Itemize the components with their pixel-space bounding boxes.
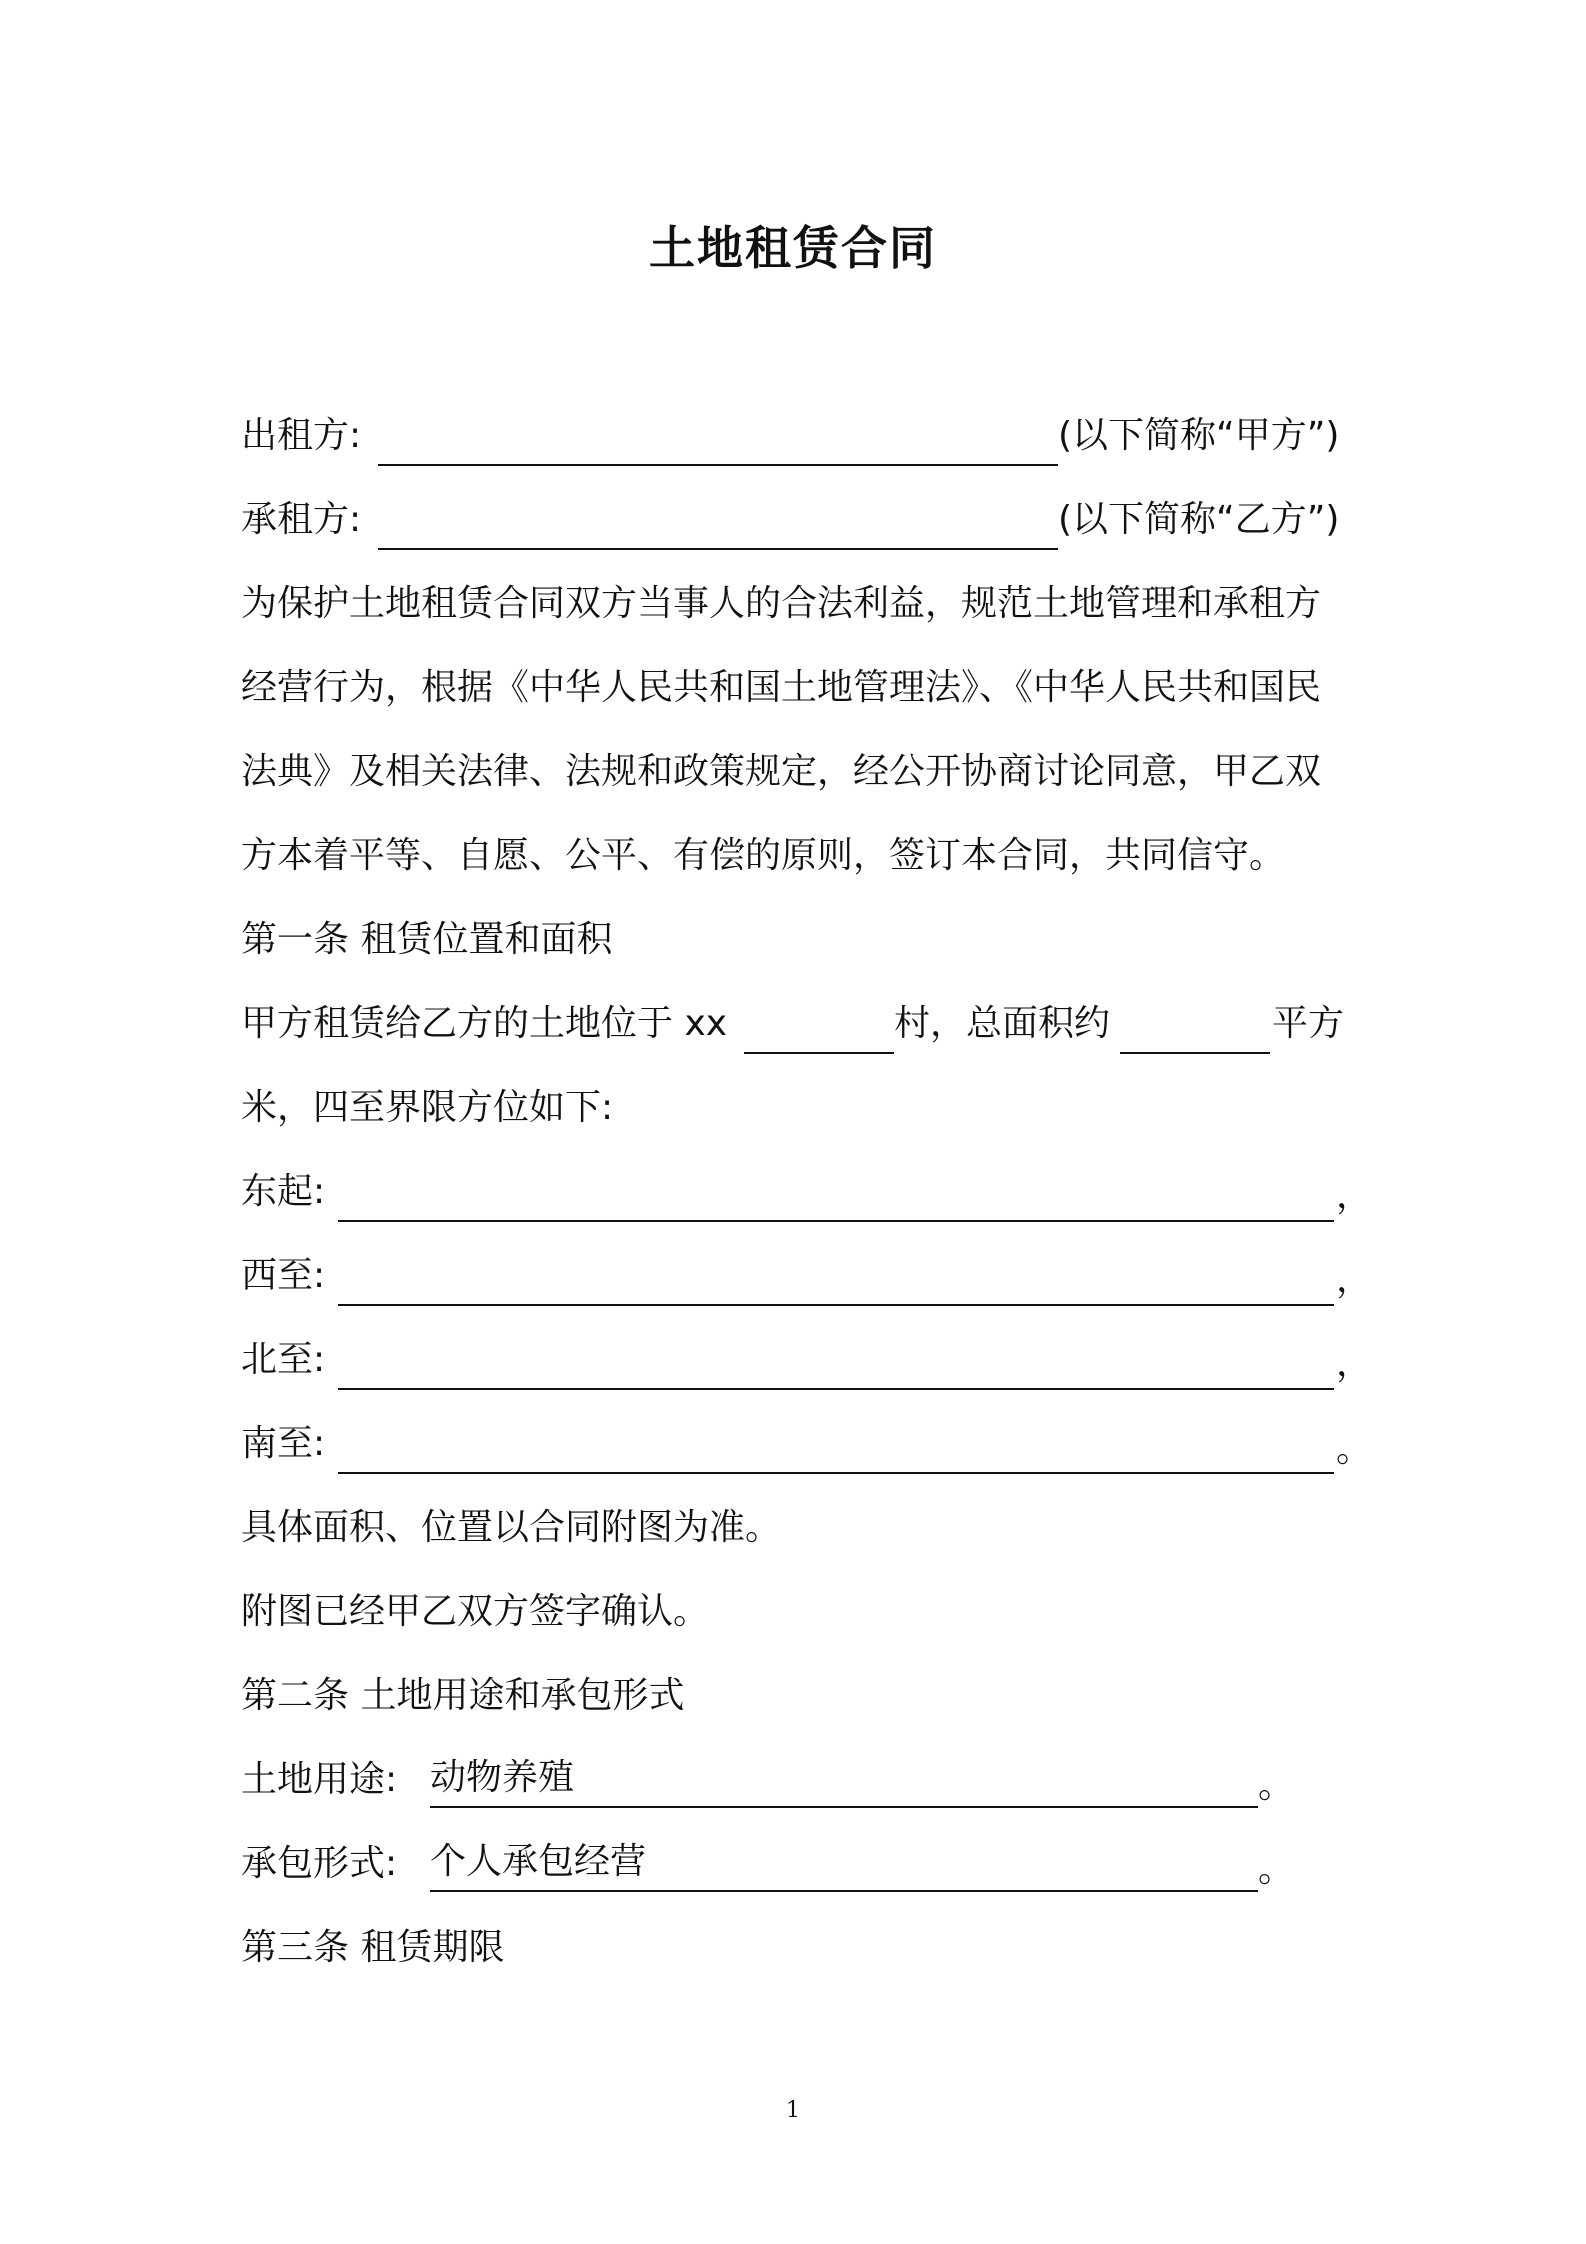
contract-form-label: 承包形式: xyxy=(241,1843,398,1884)
article1-heading: 第一条 租赁位置和面积 xyxy=(241,919,613,960)
contract-form-value[interactable]: 个人承包经营 xyxy=(430,1841,647,1882)
article3-heading: 第三条 租赁期限 xyxy=(241,1927,505,1968)
boundary-east-label: 东起: xyxy=(241,1171,326,1212)
land-use-label: 土地用途: xyxy=(241,1759,398,1800)
attachment-note: 附图已经甲乙双方签字确认。 xyxy=(241,1591,710,1632)
preamble-line: 方本着平等、自愿、公平、有偿的原则，签订本合同，共同信守。 xyxy=(241,835,1286,876)
area-field[interactable] xyxy=(1120,1052,1270,1054)
lessor-name-field[interactable] xyxy=(378,464,1058,466)
page-number: 1 xyxy=(786,2098,800,2123)
lessor-label: 出租方: xyxy=(241,415,362,456)
contract-form-end: 。 xyxy=(1258,1849,1295,1890)
boundary-east-end: ， xyxy=(1336,1175,1373,1216)
contract-form-underline xyxy=(430,1890,1258,1892)
boundary-west-label: 西至: xyxy=(241,1255,326,1296)
preamble-line: 经营行为，根据《中华人民共和国土地管理法》、《中华人民共和国民 xyxy=(241,667,1322,708)
lessee-suffix: (以下简称“乙方”) xyxy=(1058,499,1340,540)
location-suffix: 平方 xyxy=(1272,1003,1345,1044)
land-use-value[interactable]: 动物养殖 xyxy=(430,1757,575,1798)
boundary-north-field[interactable] xyxy=(338,1388,1334,1390)
area-note: 具体面积、位置以合同附图为准。 xyxy=(241,1507,782,1548)
boundary-west-field[interactable] xyxy=(338,1304,1334,1306)
lessee-row xyxy=(241,494,361,546)
location-mid: 村，总面积约 xyxy=(894,1003,1111,1044)
article2-heading: 第二条 土地用途和承包形式 xyxy=(241,1675,685,1716)
boundary-south-field[interactable] xyxy=(338,1472,1334,1474)
boundary-east-field[interactable] xyxy=(338,1220,1334,1222)
land-use-end: 。 xyxy=(1258,1765,1295,1806)
lessor-suffix: (以下简称“甲方”) xyxy=(1058,415,1340,456)
location-prefix: 甲方租赁给乙方的土地位于 xx xyxy=(241,1003,728,1044)
village-field[interactable] xyxy=(744,1052,894,1054)
location-line2: 米，四至界限方位如下: xyxy=(241,1087,614,1128)
lessee-name-field[interactable] xyxy=(378,548,1058,550)
boundary-south-end: 。 xyxy=(1336,1429,1373,1470)
boundary-north-end: ， xyxy=(1336,1343,1373,1384)
boundary-south-label: 南至: xyxy=(241,1423,326,1464)
lessor-row xyxy=(241,410,361,462)
preamble-line: 为保护土地租赁合同双方当事人的合法利益，规范土地管理和承租方 xyxy=(241,583,1322,624)
land-use-underline xyxy=(430,1806,1258,1808)
lessee-label: 承租方: xyxy=(241,499,362,540)
preamble-line: 法典》及相关法律、法规和政策规定，经公开协商讨论同意，甲乙双 xyxy=(241,751,1322,792)
boundary-north-label: 北至: xyxy=(241,1339,326,1380)
boundary-west-end: ， xyxy=(1336,1259,1373,1300)
document-title: 土地租赁合同 xyxy=(649,221,937,275)
